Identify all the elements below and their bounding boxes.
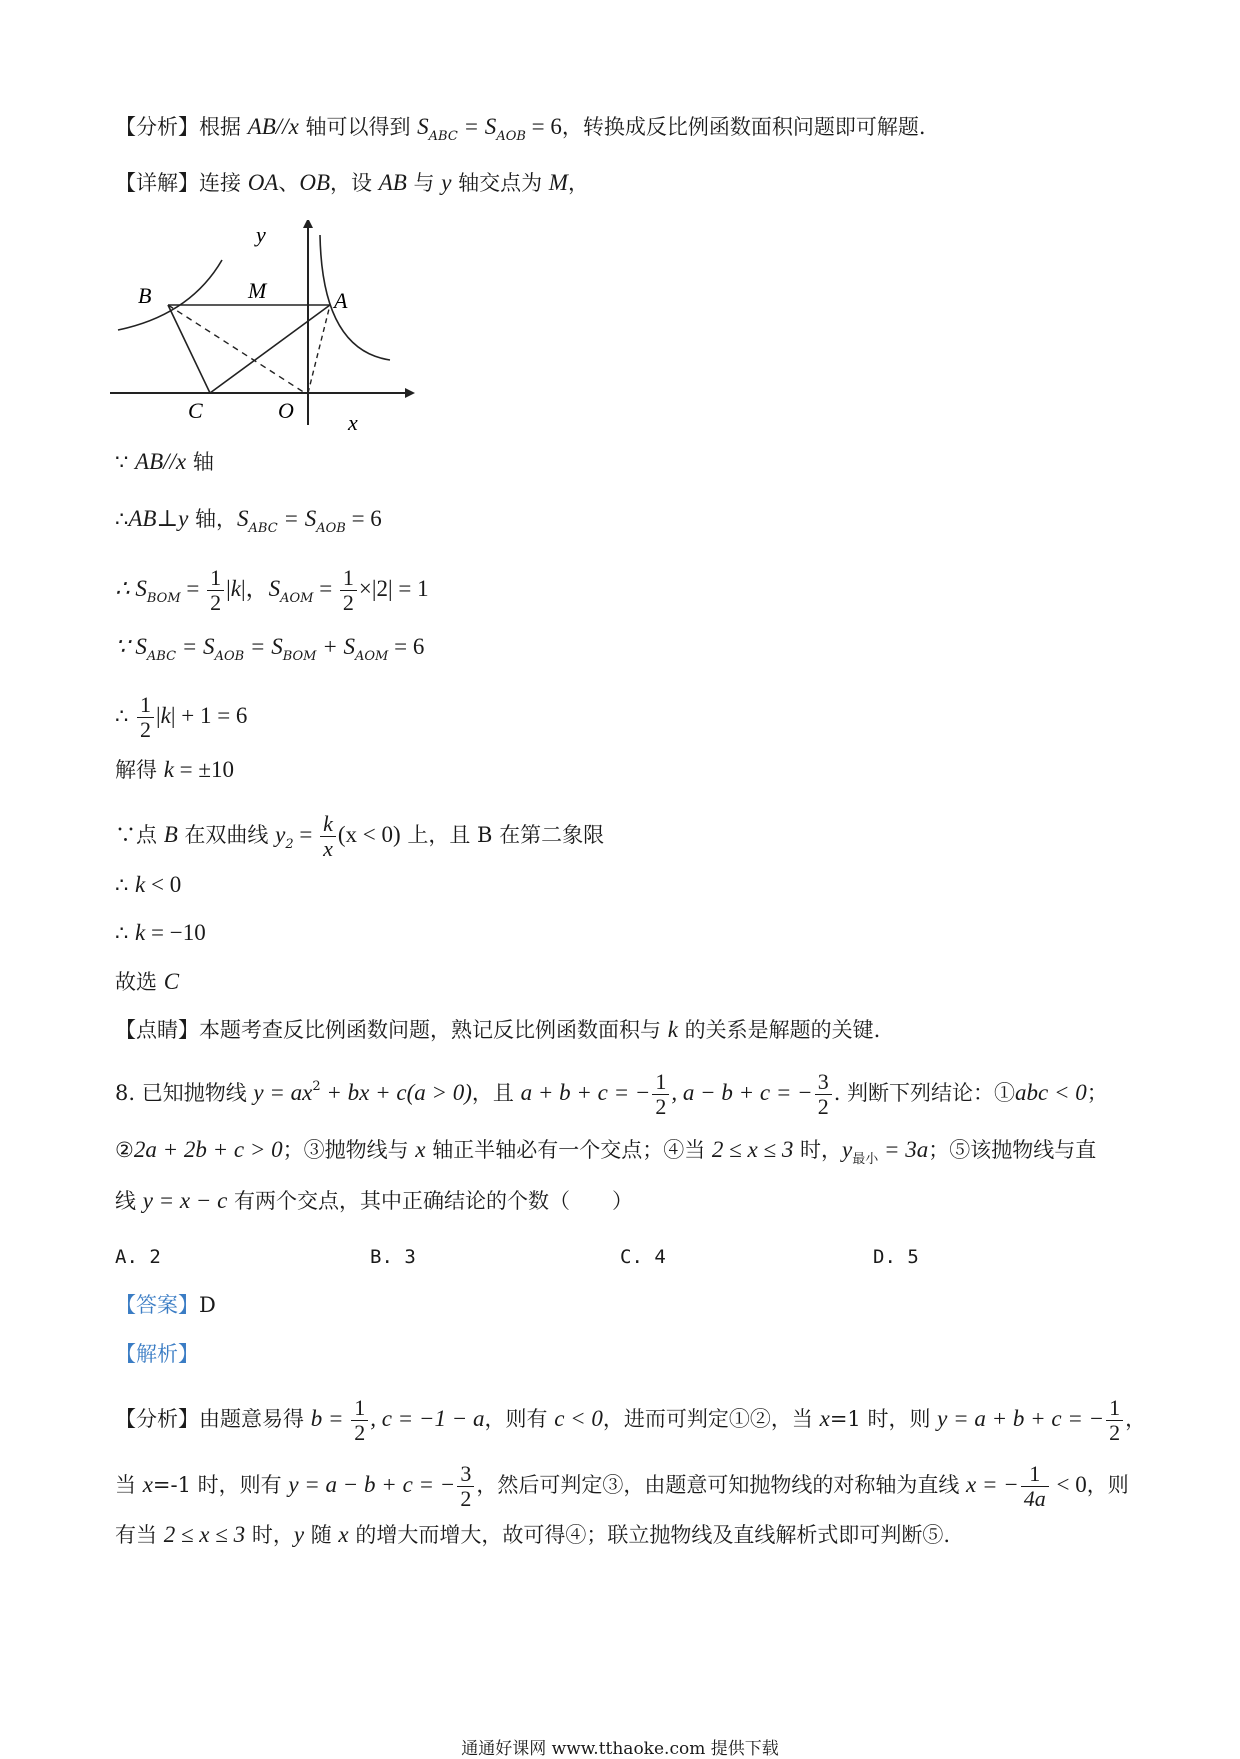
math: = S <box>457 114 497 139</box>
answer-value: D <box>199 1293 216 1317</box>
math: |， <box>240 576 269 601</box>
math: S <box>417 114 429 139</box>
superscript: 2 <box>312 1079 321 1094</box>
subscript: ABC <box>428 129 458 144</box>
denominator: 2 <box>354 1420 366 1445</box>
text: ，转换成反比例函数面积问题即可解题. <box>561 115 926 139</box>
math: k <box>667 1017 678 1042</box>
subscript: 最小 <box>852 1152 879 1167</box>
text: =1 时，则 <box>829 1407 938 1431</box>
math: < 0 <box>1050 1472 1087 1497</box>
math: B <box>163 822 178 847</box>
math: ×|2| = 1 <box>358 576 429 601</box>
label-C: C <box>188 398 203 423</box>
math: x <box>338 1522 349 1547</box>
analysis-2-line-2 <box>115 1462 1129 1511</box>
math: a + b + c = − <box>520 1080 651 1105</box>
fraction <box>340 566 357 615</box>
section-tag: 【详解】 <box>115 171 199 195</box>
question-8-line-3 <box>115 1186 633 1216</box>
text: 连接 <box>199 171 248 195</box>
text: ；⑤该抛物线与直 <box>928 1138 1097 1162</box>
text: ，则有 <box>484 1407 555 1431</box>
therefore-line-1 <box>115 504 382 544</box>
subscript: ABC <box>146 649 177 664</box>
math: = S <box>244 634 283 659</box>
math: = <box>293 822 319 847</box>
hyperbola-left-branch <box>118 260 222 330</box>
math: = −10 <box>145 920 206 945</box>
text: 在双曲线 <box>177 823 276 847</box>
text: ∵点 <box>115 823 164 847</box>
math: = S <box>277 506 317 531</box>
text: 解得 <box>115 758 164 782</box>
numerator: 1 <box>1021 1462 1049 1487</box>
because-line-1 <box>115 447 214 477</box>
subscript: BOM <box>282 649 317 664</box>
math: | + 1 = 6 <box>170 703 248 728</box>
text: ， <box>567 171 589 195</box>
denominator: 2 <box>817 1094 829 1119</box>
denominator: 4a <box>1023 1486 1046 1511</box>
denominator: 2 <box>210 590 222 615</box>
text: 轴正半轴必有一个交点；④当 <box>425 1138 712 1162</box>
math: c < 0 <box>554 1406 603 1431</box>
math: = <box>313 576 338 601</box>
label-O: O <box>278 398 294 423</box>
fraction <box>1021 1462 1049 1511</box>
text: ∴ <box>115 507 129 531</box>
text: =-1 时，则有 <box>152 1473 289 1497</box>
math: y <box>178 506 189 531</box>
numerator: 1 <box>351 1396 368 1421</box>
text: ∵ <box>115 450 136 474</box>
math: AB//x <box>135 449 187 474</box>
question-8-line-2 <box>115 1135 1096 1175</box>
numerator: 1 <box>1106 1396 1123 1421</box>
subscript: BOM <box>146 591 181 606</box>
label-B: B <box>138 283 152 308</box>
math: y <box>441 170 452 195</box>
text: . 判断下列结论：① <box>833 1081 1016 1105</box>
fraction <box>1106 1396 1123 1445</box>
text: ，则 <box>1086 1473 1129 1497</box>
math: k <box>135 920 146 945</box>
numerator: 1 <box>340 566 357 591</box>
text: ；③抛物线与 <box>282 1138 416 1162</box>
math: y <box>293 1522 305 1547</box>
subscript: AOM <box>355 649 389 664</box>
analysis-2-line-1 <box>115 1396 1146 1445</box>
text: 有两个交点，其中正确结论的个数（ ） <box>227 1189 634 1213</box>
text: ，且 <box>471 1081 521 1105</box>
therefore-line-5 <box>115 918 206 948</box>
text: 8. 已知抛物线 <box>115 1081 254 1105</box>
math: | <box>226 576 231 601</box>
option-b: B. 3 <box>370 1246 416 1268</box>
fraction <box>457 1462 474 1511</box>
text: 线 <box>115 1189 143 1213</box>
math: k <box>135 872 146 897</box>
math: y <box>275 822 286 847</box>
denominator: 2 <box>140 717 152 742</box>
math: (x < 0) <box>337 822 401 847</box>
numerator: 3 <box>815 1070 832 1095</box>
explanation-tag: 【解析】 <box>115 1342 199 1366</box>
math: b = <box>310 1406 350 1431</box>
comment-line <box>115 1015 880 1045</box>
math: = 6 <box>345 506 382 531</box>
math: x = − <box>966 1472 1019 1497</box>
because-line-3 <box>115 812 604 861</box>
math: 2 ≤ x ≤ 3 <box>163 1522 246 1547</box>
section-tag: 【点睛】 <box>115 1018 199 1042</box>
math: k <box>230 576 241 601</box>
label-y: y <box>256 222 266 247</box>
analysis-line-1 <box>115 112 926 152</box>
text: 当 <box>115 1473 143 1497</box>
denominator: 2 <box>460 1486 472 1511</box>
denominator: x <box>323 836 333 861</box>
therefore-line-4 <box>115 870 181 900</box>
math: , a − b + c = − <box>671 1080 813 1105</box>
numerator: 1 <box>207 566 224 591</box>
option-a: A. 2 <box>115 1246 161 1268</box>
because-line-2 <box>115 632 424 672</box>
math: y = x − c <box>142 1188 228 1213</box>
text: 由题意易得 <box>199 1407 311 1431</box>
math: OA <box>247 170 279 195</box>
math: AB//x <box>247 114 299 139</box>
section-tag: 【分析】 <box>115 115 199 139</box>
text: 轴 <box>186 450 214 474</box>
fraction <box>815 1070 832 1119</box>
math: 2 ≤ x ≤ 3 <box>711 1137 794 1162</box>
math: = S <box>176 634 215 659</box>
text: ，然后可判定③，由题意可知抛物线的对称轴为直线 <box>476 1473 967 1497</box>
text: 本题考查反比例函数问题，熟记反比例函数面积与 <box>199 1018 668 1042</box>
math: ∵ S <box>115 634 147 659</box>
subscript: AOB <box>496 129 526 144</box>
math: AB <box>378 170 407 195</box>
question-8-line-1 <box>115 1070 1108 1119</box>
text: 轴可以得到 <box>298 115 418 139</box>
text: ，设 <box>330 171 379 195</box>
math: abc < 0 <box>1015 1080 1087 1105</box>
numerator: 1 <box>137 693 154 718</box>
answer-tag: 【答案】 <box>115 1293 199 1317</box>
hyperbola-right-branch <box>320 235 390 360</box>
geometry-figure <box>110 220 420 435</box>
math: C <box>163 969 180 994</box>
text: 随 <box>304 1523 339 1547</box>
math: y <box>842 1137 853 1162</box>
text: 的关系是解题的关键. <box>677 1018 881 1042</box>
math: x <box>142 1472 153 1497</box>
numerator: 1 <box>652 1070 669 1095</box>
math: AB <box>128 506 157 531</box>
text: 轴， <box>188 507 238 531</box>
label-A: A <box>334 288 348 313</box>
text: ② <box>115 1138 134 1162</box>
label-x: x <box>348 410 358 435</box>
math: y = a + b + c = − <box>937 1406 1105 1431</box>
math: = 6 <box>388 634 425 659</box>
text: 轴交点为 <box>451 171 549 195</box>
solve-line <box>115 755 234 785</box>
text: ，进而可判定①②，当 <box>602 1407 820 1431</box>
section-tag: 【分析】 <box>115 1407 199 1431</box>
y-axis-arrow <box>303 220 313 228</box>
text: ， <box>1125 1407 1147 1431</box>
text: ∴ <box>115 921 136 945</box>
math: = 3a <box>878 1137 929 1162</box>
math: S <box>237 506 249 531</box>
fraction <box>207 566 224 615</box>
therefore-line-2 <box>115 566 429 615</box>
math: M <box>548 170 568 195</box>
fraction <box>652 1070 669 1119</box>
math: + bx + c(a > 0) <box>320 1080 472 1105</box>
math: = 6 <box>525 114 562 139</box>
text: ∴ <box>115 873 136 897</box>
subscript: ABC <box>248 521 278 536</box>
subscript: AOM <box>280 591 314 606</box>
detail-line <box>115 168 589 198</box>
numerator: 3 <box>457 1462 474 1487</box>
math: ⊥ <box>156 506 179 531</box>
text: 根据 <box>199 115 248 139</box>
answer-line <box>115 1290 216 1320</box>
text: 、 <box>278 171 300 195</box>
denominator: 2 <box>655 1094 667 1119</box>
math: < 0 <box>145 872 182 897</box>
fraction <box>137 693 154 742</box>
x-axis-arrow <box>405 388 415 398</box>
text: 上，且 B 在第二象限 <box>400 823 605 847</box>
math: 2a + 2b + c > 0 <box>133 1137 283 1162</box>
choice-line <box>115 967 179 997</box>
math: = ±10 <box>173 757 235 782</box>
math: x <box>415 1137 426 1162</box>
math: k <box>163 757 174 782</box>
text: 时， <box>245 1523 294 1547</box>
subscript: AOB <box>316 521 346 536</box>
text: ； <box>1086 1081 1108 1105</box>
math: OB <box>299 170 331 195</box>
denominator: 2 <box>342 590 354 615</box>
math: , c = −1 − a <box>370 1406 485 1431</box>
option-c: C. 4 <box>620 1246 666 1268</box>
math: S <box>268 576 281 601</box>
subscript: 2 <box>285 837 294 852</box>
subscript: AOB <box>214 649 245 664</box>
therefore-line-3 <box>115 693 247 742</box>
analysis-2-line-3 <box>115 1520 950 1550</box>
text: ∴ <box>115 704 136 728</box>
page-footer: 通通好课网 www.tthaoke.com 提供下载 <box>461 1739 779 1759</box>
numerator: k <box>320 812 336 837</box>
fraction <box>320 812 336 861</box>
option-d: D. 5 <box>873 1246 919 1268</box>
math: x <box>819 1406 830 1431</box>
math: = <box>180 576 206 601</box>
denominator: 2 <box>1109 1420 1121 1445</box>
text: 故选 <box>115 970 164 994</box>
math: + S <box>316 634 355 659</box>
math: y = ax <box>253 1080 313 1105</box>
math: k <box>160 703 171 728</box>
fraction <box>351 1396 368 1445</box>
text: 有当 <box>115 1523 164 1547</box>
label-M: M <box>248 278 267 303</box>
text: 与 <box>406 171 442 195</box>
math: ∴ S <box>115 576 147 601</box>
explanation-header <box>115 1339 199 1369</box>
text: 的增大而增大，故可得④；联立抛物线及直线解析式即可判断⑤. <box>348 1523 950 1547</box>
math: y = a − b + c = − <box>288 1472 456 1497</box>
math: | <box>156 703 161 728</box>
text: 时， <box>793 1138 843 1162</box>
